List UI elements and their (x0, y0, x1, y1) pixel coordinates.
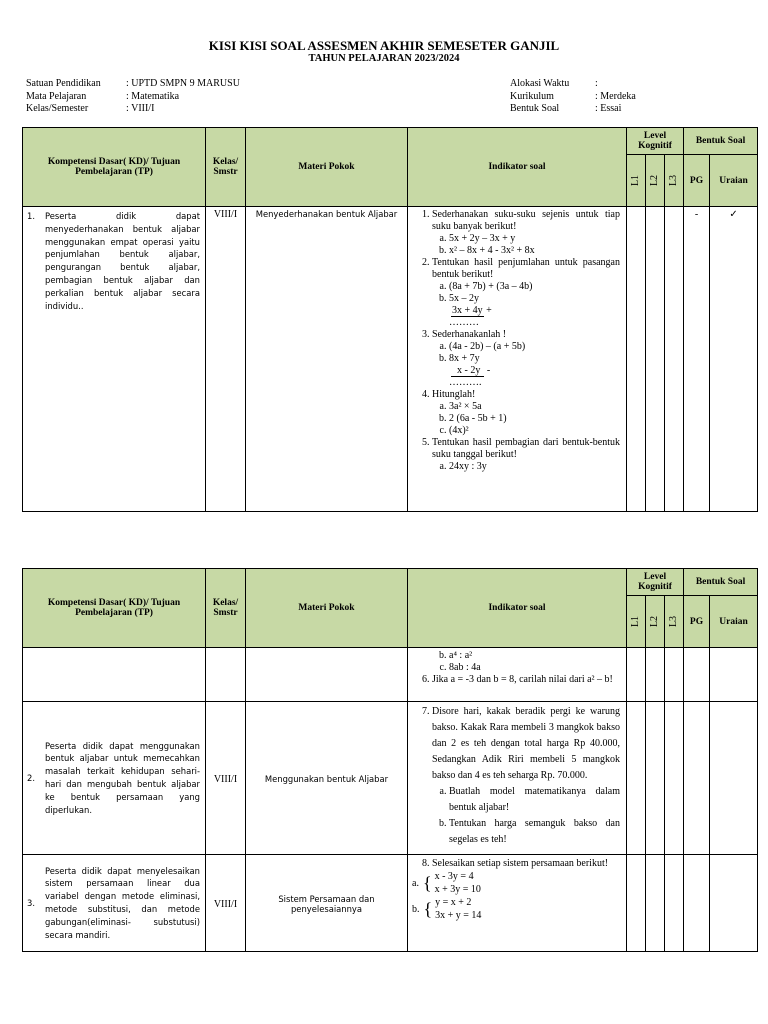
operator: + (486, 305, 492, 316)
equation: x - 3y = 4 (434, 871, 474, 882)
header-kd: Kompetensi Dasar( KD)/ Tujuan Pembelajaran (TP) (23, 128, 206, 207)
kisi-table-1 (22, 127, 758, 512)
l3-cell (665, 207, 684, 512)
equation: x + 3y = 10 (434, 884, 481, 895)
header-l2 (646, 596, 665, 648)
pg-cell (684, 855, 710, 952)
info-value: : Essai (595, 103, 622, 114)
question-item (432, 704, 620, 848)
question-item (432, 209, 620, 257)
question-text: Hitunglah! (432, 389, 476, 400)
document-subtitle: TAHUN PELAJARAN 2023/2024 (308, 53, 460, 64)
header-bentuk: Bentuk Soal (684, 128, 758, 155)
operand-top: b. 8x + 7y (449, 353, 480, 364)
header-uraian: Uraian (710, 155, 758, 207)
question-item (432, 329, 620, 389)
question-item (432, 389, 620, 437)
l1-cell (627, 702, 646, 855)
info-label: Satuan Pendidikan (26, 78, 101, 89)
uraian-cell (710, 855, 758, 952)
sub-question: a. (8a + 7b) + (3a – 4b) (449, 281, 620, 293)
sub-question (449, 353, 620, 389)
result-dots: ………. (449, 377, 482, 388)
brace-icon: { (422, 872, 432, 893)
info-value: : VIII/I (126, 103, 155, 114)
info-label: Kurikulum (510, 90, 554, 102)
pg-cell (684, 702, 710, 855)
kelas-cell: VIII/I (206, 207, 246, 512)
uraian-cell (710, 648, 758, 702)
sub-question: c. 8ab : 4a (449, 662, 620, 674)
sub-question: a. 5x + 2y – 3x + y (449, 233, 620, 245)
l3-label: L3 (668, 615, 680, 628)
l1-label: L1 (630, 174, 642, 187)
table-row (23, 702, 758, 855)
materi-cell: Menggunakan bentuk Aljabar (246, 702, 408, 855)
l1-label: L1 (630, 615, 642, 628)
sub-question (449, 293, 620, 329)
header-pg: PG (684, 155, 710, 207)
l2-label: L2 (649, 615, 661, 628)
sub-question: c. (4x)² (449, 425, 620, 437)
materi-cell: Sistem Persamaan dan penyelesaiannya (246, 855, 408, 952)
materi-cell (246, 648, 408, 702)
table-row (23, 207, 758, 512)
question-text: Tentukan hasil penjumlahan untuk pasangan bentuk berikut! (432, 257, 620, 280)
sub-question: a. Buatlah model matematikanya dalam bentuk aljabar! (449, 784, 620, 816)
kd-cell (23, 648, 206, 702)
indikator-cell (408, 855, 627, 952)
header-materi: Materi Pokok (246, 128, 408, 207)
header-l1 (627, 155, 646, 207)
table-row (23, 855, 758, 952)
header-l2 (646, 155, 665, 207)
l1-cell (627, 648, 646, 702)
info-label: Mata Pelajaran (26, 90, 87, 102)
header-l3 (665, 155, 684, 207)
header-level: Level Kognitif (627, 128, 684, 155)
l3-cell (665, 648, 684, 702)
uraian-cell (710, 702, 758, 855)
question-item: 6. Jika a = -3 dan b = 8, carilah nilai dari a² – b! (432, 674, 620, 686)
kd-text: Peserta didik dapat menyelesaikan sistem persamaan linear dua variabel dengan metode eliminasi, metode substitusi, dan metode gabungan(eliminasi- substutusi) secara mandiri. (45, 865, 200, 940)
l1-cell (627, 855, 646, 952)
header-l1 (627, 596, 646, 648)
sub-question: a. 24xy : 3y (449, 461, 620, 473)
question-text: Disore hari, kakak beradik pergi ke warung bakso. Kakak Rara membeli 3 mangkok bakso dan 2 es teh dengan total harga Rp 40.000, Sedangkan Adik Riri membeli 5 mangkok bakso dan 4 es teh seharga Rp. 70.000. (432, 706, 620, 781)
kelas-cell: VIII/I (206, 702, 246, 855)
header-kd: Kompetensi Dasar( KD)/ Tujuan Pembelajaran (TP) (23, 569, 206, 648)
kd-cell (23, 855, 206, 952)
header-uraian: Uraian (710, 596, 758, 648)
system-label: b. (412, 903, 420, 915)
sub-question: b. a⁴ : a² (449, 650, 620, 662)
system-label: a. (412, 877, 419, 889)
l3-cell (665, 702, 684, 855)
header-indikator: Indikator soal (408, 128, 627, 207)
question-item (432, 437, 620, 473)
l2-cell (646, 648, 665, 702)
equation: 3x + y = 14 (435, 910, 482, 921)
header-indikator: Indikator soal (408, 569, 627, 648)
document-title: KISI KISI SOAL ASSESMEN AKHIR SEMESETER GANJIL (208, 38, 560, 53)
operator: - (486, 365, 491, 376)
materi-cell: Menyederhanakan bentuk Aljabar (246, 207, 408, 512)
header-bentuk: Bentuk Soal (684, 569, 758, 596)
question-text: Tentukan hasil pembagian dari bentuk-bentuk suku tanggal berikut! (432, 437, 620, 460)
kd-text: Peserta didik dapat menyederhanakan bentuk aljabar menggunakan empat operasi yaitu penjumlahan bentuk aljabar, pengurangan bentuk aljabar, pembagian bentuk aljabar dan perkalian bentuk aljabar secara individu.. (45, 211, 200, 311)
table-row (23, 648, 758, 702)
header-materi: Materi Pokok (246, 569, 408, 648)
header-l3 (665, 596, 684, 648)
info-label: Kelas/Semester (26, 103, 89, 114)
info-value: : (595, 78, 598, 89)
question-text: Sederhanakanlah ! (432, 329, 507, 340)
info-right (510, 78, 636, 116)
indikator-cell (408, 207, 627, 512)
question-item (432, 257, 620, 329)
equation: y = x + 2 (435, 897, 472, 908)
l3-cell (665, 855, 684, 952)
l1-cell (627, 207, 646, 512)
result-dots: ……… (449, 317, 479, 328)
kd-cell (23, 207, 206, 512)
brace-icon: { (423, 898, 433, 919)
operand-top: b. 5x – 2y (449, 293, 479, 304)
operand-bottom: x - 2y (451, 365, 484, 377)
indikator-cell (408, 702, 627, 855)
row-number: 2. (27, 772, 35, 783)
sub-question: a. (4a - 2b) – (a + 5b) (449, 341, 620, 353)
uraian-cell: ✓ (710, 207, 758, 512)
info-value: : Matematika (126, 90, 180, 102)
pg-cell (684, 648, 710, 702)
sub-question: b. 2 (6a - 5b + 1) (449, 413, 620, 425)
info-label: Bentuk Soal (510, 103, 560, 114)
kelas-cell: VIII/I (206, 855, 246, 952)
question-item: 8. Selesaikan setiap sistem persamaan berikut! (432, 857, 620, 870)
row-number: 3. (27, 897, 35, 908)
header-kelas: Kelas/ Smstr (206, 569, 246, 648)
l2-cell (646, 855, 665, 952)
l2-cell (646, 207, 665, 512)
l2-cell (646, 702, 665, 855)
info-left (26, 78, 240, 116)
l2-label: L2 (649, 174, 661, 187)
kelas-cell (206, 648, 246, 702)
operand-bottom: 3x + 4y (452, 305, 483, 316)
l3-label: L3 (668, 174, 680, 187)
info-value: : UPTD SMPN 9 MARUSU (126, 78, 240, 89)
row-number: 1. (27, 211, 35, 221)
sub-question: b. x² – 8x + 4 - 3x² + 8x (449, 245, 620, 257)
sub-question: a. 3a² × 5a (449, 401, 620, 413)
equation-system-a (412, 870, 620, 896)
kd-text: Peserta didik dapat menggunakan bentuk aljabar untuk memecahkan masalah terkait kehidupan sehari-hari dan mengubah bentuk aljabar ke bentuk persamaan yang diperlukan. (45, 740, 200, 815)
header-level: Level Kognitif (627, 569, 684, 596)
header-kelas: Kelas/ Smstr (206, 128, 246, 207)
indikator-cell (408, 648, 627, 702)
header-pg: PG (684, 596, 710, 648)
kisi-table-2 (22, 568, 758, 952)
question-text: Sederhanakan suku-suku sejenis untuk tiap suku banyak berikut! (432, 209, 620, 232)
kd-cell (23, 702, 206, 855)
pg-cell: - (684, 207, 710, 512)
info-label: Alokasi Waktu (510, 78, 570, 89)
equation-system-b (412, 896, 620, 922)
info-value: : Merdeka (595, 90, 636, 102)
sub-question: b. Tentukan harga semanguk bakso dan segelas es teh! (449, 816, 620, 848)
